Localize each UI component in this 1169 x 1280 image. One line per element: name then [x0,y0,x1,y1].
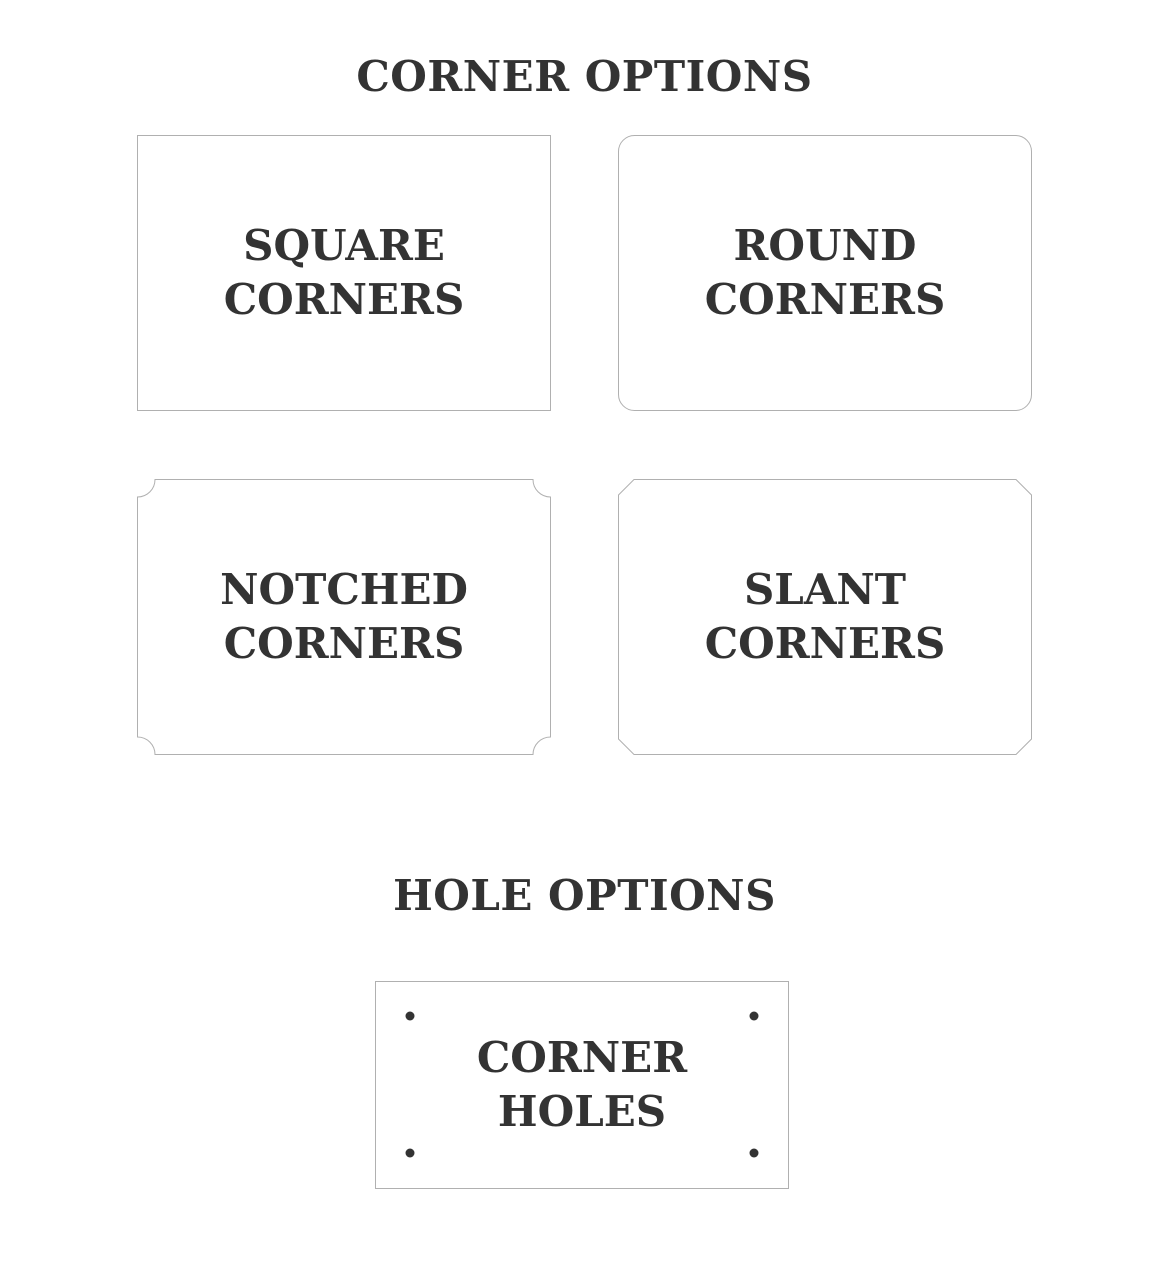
square-corners-option[interactable] [137,135,551,411]
slant-corners-option[interactable] [618,479,1032,755]
corner-holes-label-line2: HOLES [497,1087,667,1136]
hole-options-heading: HOLE OPTIONS [393,871,776,920]
round-corners-option[interactable] [618,135,1032,411]
square-corners-label-line2: CORNERS [223,275,465,324]
notched-corners-option[interactable] [137,479,551,755]
notched-corners-label-line2: CORNERS [223,619,465,668]
slant-corners-label-line1: SLANT [743,565,907,614]
corner-holes-label-line1: CORNER [476,1033,688,1082]
square-corners-label-line1: SQUARE [243,221,445,270]
slant-corners-label [618,479,1032,755]
round-corners-label [618,135,1032,411]
notched-corners-label [137,479,551,755]
round-corners-label-line1: ROUND [733,221,917,270]
corner-holes-option[interactable] [375,981,789,1189]
notched-corners-label-line1: NOTCHED [220,565,468,614]
slant-corners-label-line2: CORNERS [704,619,946,668]
corner-options-heading: CORNER OPTIONS [356,52,813,101]
corner-holes-label [375,981,789,1189]
round-corners-label-line2: CORNERS [704,275,946,324]
square-corners-label [137,135,551,411]
